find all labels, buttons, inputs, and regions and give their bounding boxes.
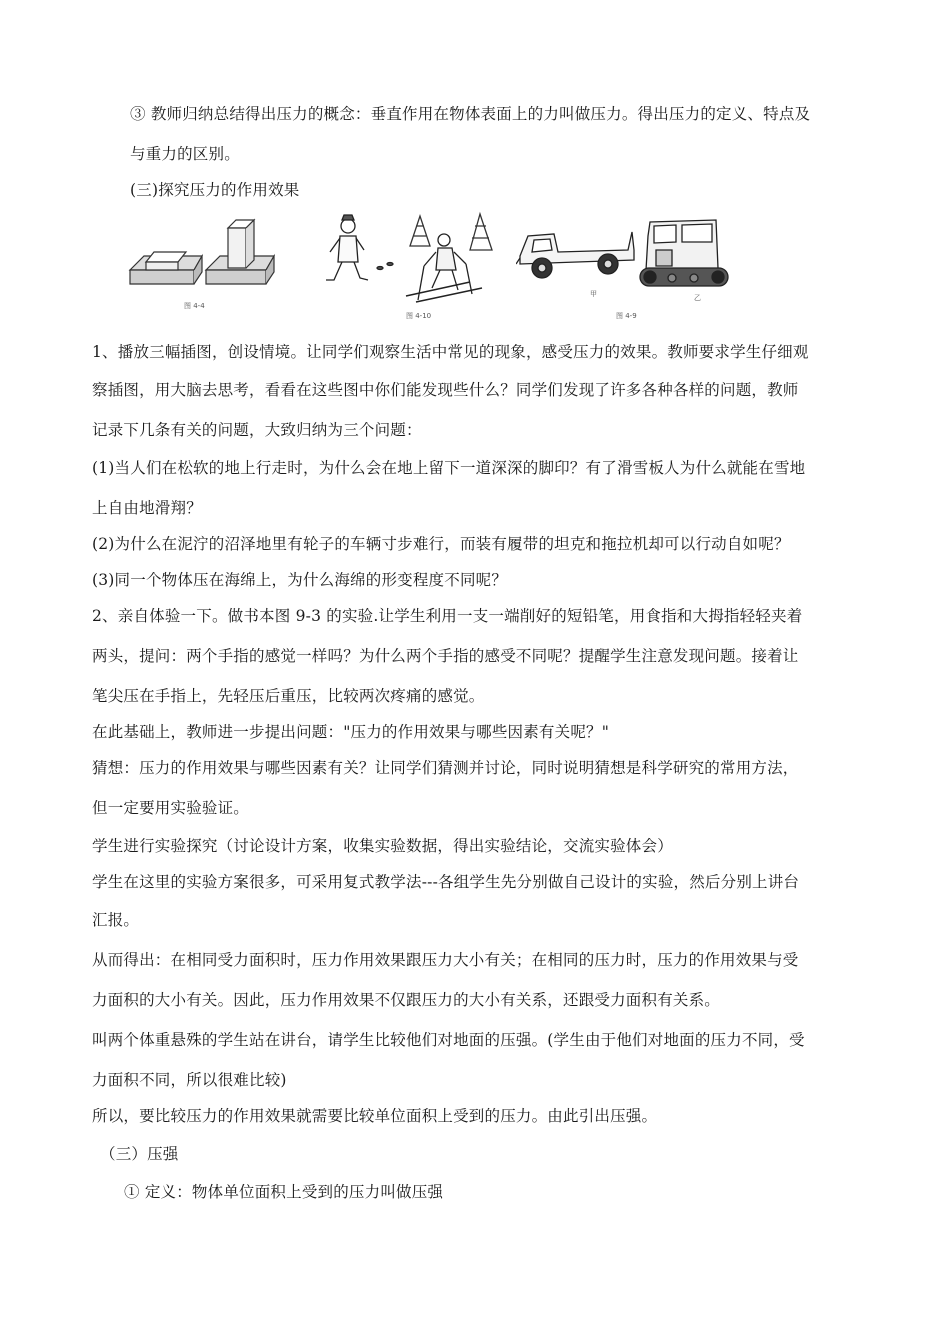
illustrations-row [124, 206, 764, 326]
text-line: (1)当人们在松软的地上行走时，为什么会在地上留下一道深深的脚印？有了滑雪板人为什么就能在雪地 [92, 459, 806, 477]
text-line: ③ 教师归纳总结得出压力的概念：垂直作用在物体表面上的力叫做压力。得出压力的定义、特点及 [130, 105, 811, 123]
figure-caption-a: 甲 [590, 290, 597, 298]
figure-caption: 图 4-9 [616, 312, 637, 320]
text-line: 两头，提问：两个手指的感觉一样吗？为什么两个手指的感受不同呢？提醒学生注意发现问题。接着让 [92, 647, 799, 665]
text-line: 察插图，用大脑去思考，看看在这些图中你们能发现些什么？同学们发现了许多各种各样的问题，教师 [92, 381, 799, 399]
section-heading: (三)探究压力的作用效果 [130, 181, 300, 199]
text-line: 学生进行实验探究（讨论设计方案，收集实验数据，得出实验结论，交流实验体会） [92, 837, 673, 855]
text-line: 力面积不同，所以很难比较) [92, 1071, 287, 1089]
text-line: 力面积的大小有关。因此，压力作用效果不仅跟压力的大小有关系，还跟受力面积有关系。 [92, 991, 721, 1009]
text-line: 学生在这里的实验方案很多，可采用复式教学法---各组学生先分别做自己设计的实验，然后分别上讲台 [92, 873, 800, 891]
text-line: 2、亲自体验一下。做书本图 9-3 的实验.让学生利用一支一端削好的短铅笔，用食指和大拇指轻轻夹着 [92, 607, 803, 625]
text-line: (3)同一个物体压在海绵上，为什么海绵的形变程度不同呢？ [92, 571, 508, 589]
text-line: 但一定要用实验验证。 [92, 799, 250, 817]
text-line: 所以，要比较压力的作用效果就需要比较单位面积上受到的压力。由此引出压强。 [92, 1107, 658, 1125]
text-line: 与重力的区别。 [130, 145, 240, 163]
text-line: 记录下几条有关的问题，大致归纳为三个问题： [92, 421, 422, 439]
text-line: 上自由地滑翔？ [92, 499, 202, 517]
text-line: 在此基础上，教师进一步提出问题："压力的作用效果与哪些因素有关呢？" [92, 723, 610, 741]
text-line: 叫两个体重悬殊的学生站在讲台，请学生比较他们对地面的压强。(学生由于他们对地面的压力不同，受 [92, 1031, 805, 1049]
text-line: 1、播放三幅插图，创设情境。让同学们观察生活中常见的现象，感受压力的效果。教师要求学生仔细观 [92, 343, 809, 361]
truck-tractor-illustration [516, 212, 764, 326]
figure-caption: 图 4-10 [406, 312, 432, 320]
sponge-blocks-illustration [124, 212, 284, 322]
text-line: 汇报。 [92, 911, 140, 929]
text-line: ① 定义：物体单位面积上受到的压力叫做压强 [124, 1183, 444, 1201]
text-line: (2)为什么在泥泞的沼泽地里有轮子的车辆寸步难行，而装有履带的坦克和拖拉机却可以行动自如呢？ [92, 535, 790, 553]
text-line: 猜想：压力的作用效果与哪些因素有关？让同学们猜测并讨论，同时说明猜想是科学研究的常用方法， [92, 759, 799, 777]
text-line: 从而得出：在相同受力面积时，压力作用效果跟压力大小有关；在相同的压力时，压力的作用效果与受 [92, 951, 799, 969]
text-line: 笔尖压在手指上，先轻压后重压，比较两次疼痛的感觉。 [92, 687, 485, 705]
figure-caption: 图 4-4 [184, 302, 205, 310]
walker-skier-illustration [320, 206, 500, 326]
figure-caption-b: 乙 [694, 294, 701, 302]
section-heading: （三）压强 [100, 1145, 179, 1163]
